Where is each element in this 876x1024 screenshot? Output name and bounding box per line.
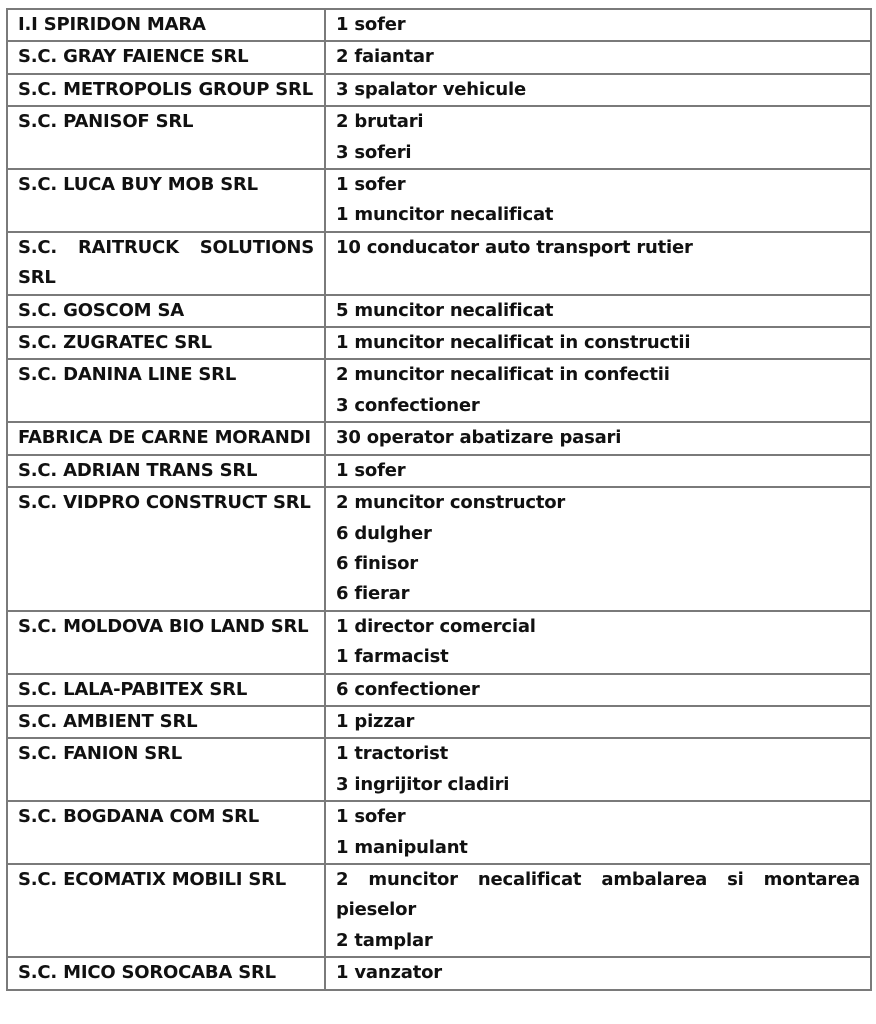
position-item: 1 director comercial: [336, 615, 536, 637]
company-name-cell: S.C. AMBIENT SRL: [7, 706, 325, 738]
company-name-cell: S.C. PANISOF SRL: [7, 106, 325, 169]
position-item: 2 muncitor necalificat ambalarea si montarea pieselor: [336, 868, 860, 921]
positions-cell: [325, 422, 871, 454]
position-item: 1 sofer: [336, 806, 406, 828]
table-row: [7, 864, 871, 957]
position-item: 6 fierar: [336, 583, 410, 605]
position-item: 1 muncitor necalificat in constructii: [336, 332, 691, 354]
position-item: 10 conducator auto transport rutier: [336, 236, 693, 258]
position-item: 2 muncitor constructor: [336, 492, 566, 514]
company-name-cell: S.C. MICO SOROCABA SRL: [7, 957, 325, 989]
table-row: [7, 801, 871, 864]
company-name-cell: S.C. LALA-PABITEX SRL: [7, 674, 325, 706]
positions-cell: [325, 106, 871, 169]
positions-cell: [325, 232, 871, 295]
position-item: 1 tractorist: [336, 743, 449, 765]
position-item: 2 faiantar: [336, 46, 434, 68]
company-name-cell: S.C. ADRIAN TRANS SRL: [7, 455, 325, 487]
position-item: 3 spalator vehicule: [336, 78, 526, 100]
table-row: [7, 674, 871, 706]
table-row: [7, 106, 871, 169]
position-item: 2 brutari: [336, 111, 424, 133]
position-item: 1 pizzar: [336, 710, 415, 732]
position-item: 3 soferi: [336, 141, 412, 163]
company-name-cell: FABRICA DE CARNE MORANDI: [7, 422, 325, 454]
company-name-cell: S.C. ZUGRATEC SRL: [7, 327, 325, 359]
position-item: 6 dulgher: [336, 522, 432, 544]
company-name-cell: S.C. GRAY FAIENCE SRL: [7, 41, 325, 73]
table-row: [7, 9, 871, 41]
table-row: [7, 359, 871, 422]
position-item: 3 confectioner: [336, 394, 480, 416]
table-row: [7, 611, 871, 674]
positions-cell: [325, 295, 871, 327]
table-row: [7, 422, 871, 454]
positions-cell: [325, 9, 871, 41]
positions-cell: [325, 738, 871, 801]
positions-cell: [325, 611, 871, 674]
table-row: [7, 295, 871, 327]
position-item: 1 sofer: [336, 174, 406, 196]
company-name-cell: S.C. METROPOLIS GROUP SRL: [7, 74, 325, 106]
positions-cell: [325, 359, 871, 422]
company-name-cell: S.C. RAITRUCK SOLUTIONS SRL: [7, 232, 325, 295]
company-name-cell: S.C. LUCA BUY MOB SRL: [7, 169, 325, 232]
position-item: 1 vanzator: [336, 962, 442, 984]
position-item: 6 confectioner: [336, 678, 480, 700]
table-row: [7, 41, 871, 73]
position-item: 1 muncitor necalificat: [336, 204, 554, 226]
position-item: 1 manipulant: [336, 836, 468, 858]
company-name-cell: S.C. DANINA LINE SRL: [7, 359, 325, 422]
positions-cell: [325, 801, 871, 864]
position-item: 5 muncitor necalificat: [336, 299, 554, 321]
positions-cell: [325, 74, 871, 106]
position-item: 1 sofer: [336, 459, 406, 481]
table-row: [7, 74, 871, 106]
company-name-cell: S.C. ECOMATIX MOBILI SRL: [7, 864, 325, 957]
positions-cell: [325, 674, 871, 706]
table-row: [7, 169, 871, 232]
company-name-cell: S.C. VIDPRO CONSTRUCT SRL: [7, 487, 325, 611]
positions-cell: [325, 455, 871, 487]
positions-cell: [325, 41, 871, 73]
table-row: [7, 957, 871, 989]
company-name-cell: S.C. MOLDOVA BIO LAND SRL: [7, 611, 325, 674]
table-row: [7, 455, 871, 487]
table-row: [7, 327, 871, 359]
positions-cell: [325, 864, 871, 957]
positions-cell: [325, 487, 871, 611]
company-name-cell: I.I SPIRIDON MARA: [7, 9, 325, 41]
position-item: 2 muncitor necalificat in confectii: [336, 364, 670, 386]
company-name-cell: S.C. BOGDANA COM SRL: [7, 801, 325, 864]
position-item: 1 farmacist: [336, 646, 449, 668]
company-name-cell: S.C. FANION SRL: [7, 738, 325, 801]
positions-cell: [325, 327, 871, 359]
table-row: [7, 487, 871, 611]
positions-cell: [325, 957, 871, 989]
position-item: 6 finisor: [336, 552, 418, 574]
position-item: 1 sofer: [336, 14, 406, 35]
position-item: 3 ingrijitor cladiri: [336, 773, 510, 795]
position-item: 30 operator abatizare pasari: [336, 427, 622, 449]
positions-cell: [325, 169, 871, 232]
positions-cell: [325, 706, 871, 738]
company-name-cell: S.C. GOSCOM SA: [7, 295, 325, 327]
table-body: [7, 9, 871, 990]
position-item: 2 tamplar: [336, 929, 433, 951]
job-openings-table: [6, 8, 872, 991]
table-row: [7, 706, 871, 738]
table-row: [7, 738, 871, 801]
table-row: [7, 232, 871, 295]
